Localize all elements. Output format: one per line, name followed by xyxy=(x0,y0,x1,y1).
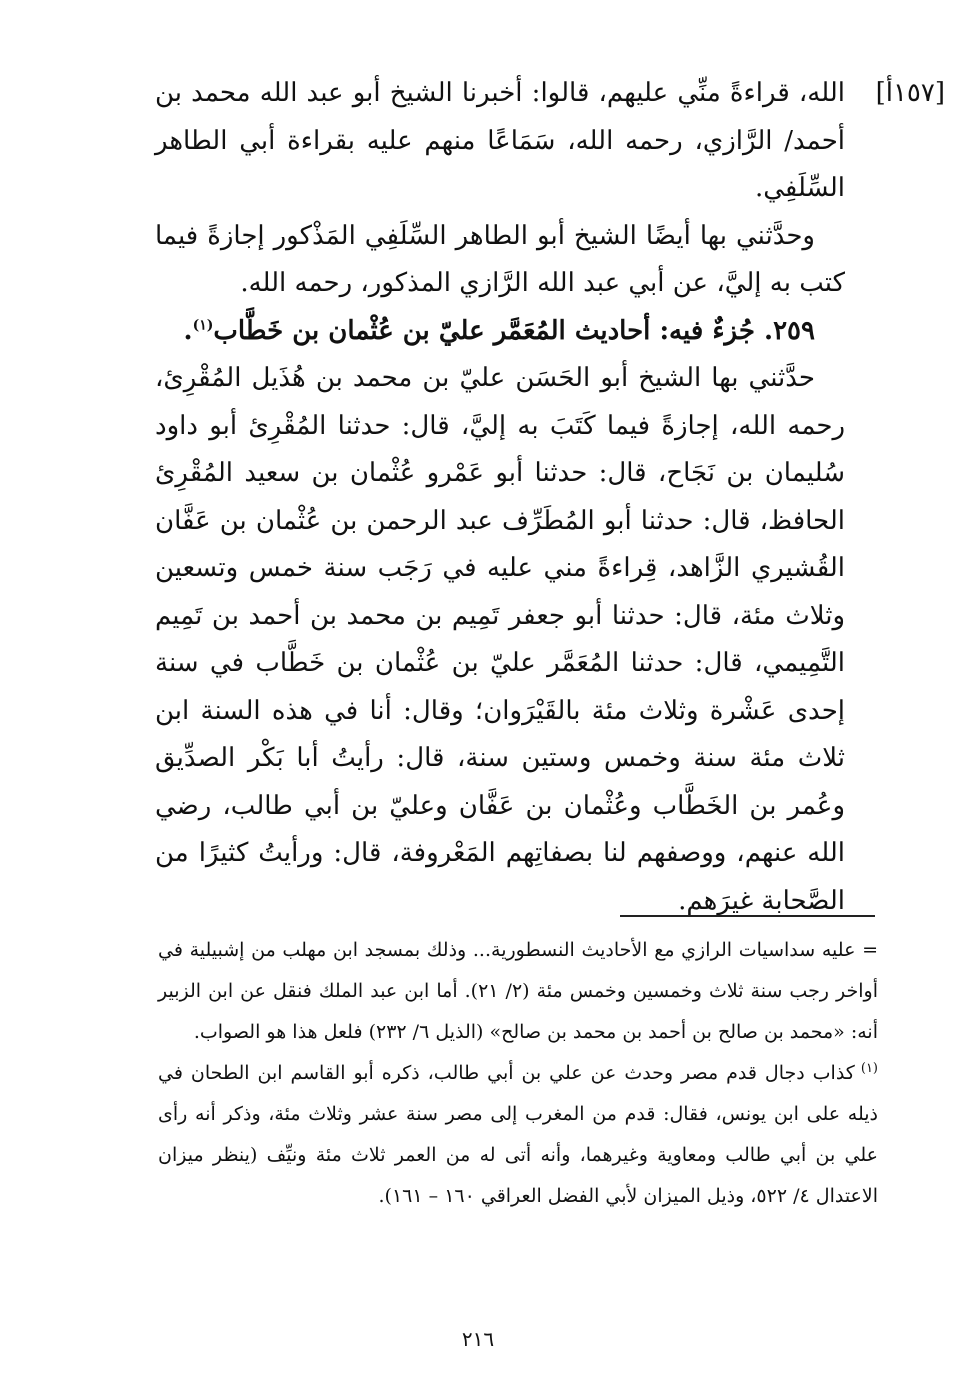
footnote-1-marker: (١) xyxy=(860,1060,878,1076)
footnote-reference: (١) xyxy=(192,316,214,333)
paragraph-isnad-continuation: الله، قراءةً منِّي عليهم، قالوا: أخبرنا الشيخ أبو عبد الله محمد بن أحمد/ الرَّازي، رحمه الله، سَمَاعًا منهم عليه بقراءة أبي الطاهر السِّلَفِي. xyxy=(155,78,845,203)
manuscript-folio-marker: [١٥٧أ] xyxy=(875,78,945,108)
footnotes-section xyxy=(158,930,878,1217)
entry-title: جُزءٌ فيه: أحاديث المُعَمَّر عليّ بن عُثْمان بن خَطَّاب xyxy=(213,315,755,346)
footnote-1-text: كذاب دجال قدم مصر وحدث عن علي بن أبي طالب، ذكره أبو القاسم ابن الطحان في ذيله على ابن يونس، فقال: قدم من المغرب إلى مصر سنة عشر وثلاث مئة، وذكر أنه رأى علي بن أبي طالب ومعاوية وغيرهما، وأنه أتى له من العمر ثلاث مئة ونيِّف (ينظر ميزان الاعتدال ٤/ ٥٢٢، وذيل الميزان لأبي الفضل العراقي ١٦٠ – ١٦١). xyxy=(158,1062,878,1207)
paragraph-ijaza: وحدَّثني بها أيضًا الشيخ أبو الطاهر السِّلَفِي المَذْكور إجازةً فيما كتب به إليَّ، عن أبي عبد الله الرَّازي المذكور، رحمه الله. xyxy=(155,220,845,298)
entry-heading xyxy=(155,308,845,356)
main-body-text xyxy=(155,70,845,925)
footnote-1 xyxy=(158,1053,878,1217)
footnote-continuation: = عليه سداسيات الرازي مع الأحاديث النسطورية... وذلك بمسجد ابن مهلب من إشبيلية في أواخر رجب سنة ثلاث وخمسين وخمس مئة (٢/ ٢١). أما ابن عبد الملك فنقل عن ابن الزبير أنه: «محمد بن صالح بن أحمد بن محمد بن صالح» (الذيل ٦/ ٢٣٢) فلعل هذا هو الصواب. xyxy=(158,939,878,1043)
entry-title-end: . xyxy=(183,315,193,346)
footnote-separator xyxy=(620,915,875,917)
paragraph-entry-isnad: حدَّثني بها الشيخ أبو الحَسَن عليّ بن محمد بن هُذَيل المُقْرِئ، رحمه الله، إجازةً فيما كَتَبَ به إليَّ، قال: حدثنا المُقْرِئ أبو داود سُليمان بن نَجَاح، قال: حدثنا أبو عَمْرو عُثْمان بن سعيد المُقْرِئ الحافظ، قال: حدثنا أبو المُطَرِّف عبد الرحمن بن عُثْمان بن عَفَّان القُشيري الزَّاهد، قِراءةً مني عليه في رَجَب سنة خمس وتسعين وثلاث مئة، قال: حدثنا أبو جعفر تَمِيم بن محمد بن أحمد بن تَمِيم التَّمِيمي، قال: حدثنا المُعَمَّر عليّ بن عُثْمان بن خَطَّاب في سنة إحدى عَشْرة وثلاث مئة بالقَيْرَوان؛ وقال: أنا في هذه السنة ابن ثلاث مئة سنة وخمس وستين سنة، قال: رأيتُ أبا بَكْر الصدِّيق وعُمر بن الخَطَّاب وعُثْمان بن عَفَّان وعليّ بن أبي طالب، رضي الله عنهم، ووصفهم لنا بصفاتِهم المَعْروفة، قال: ورأيتُ كثيرًا من الصَّحابة غيرَهم. xyxy=(155,363,845,916)
page-number: ٢١٦ xyxy=(461,1327,495,1351)
entry-number: ٢٥٩. xyxy=(764,315,815,346)
